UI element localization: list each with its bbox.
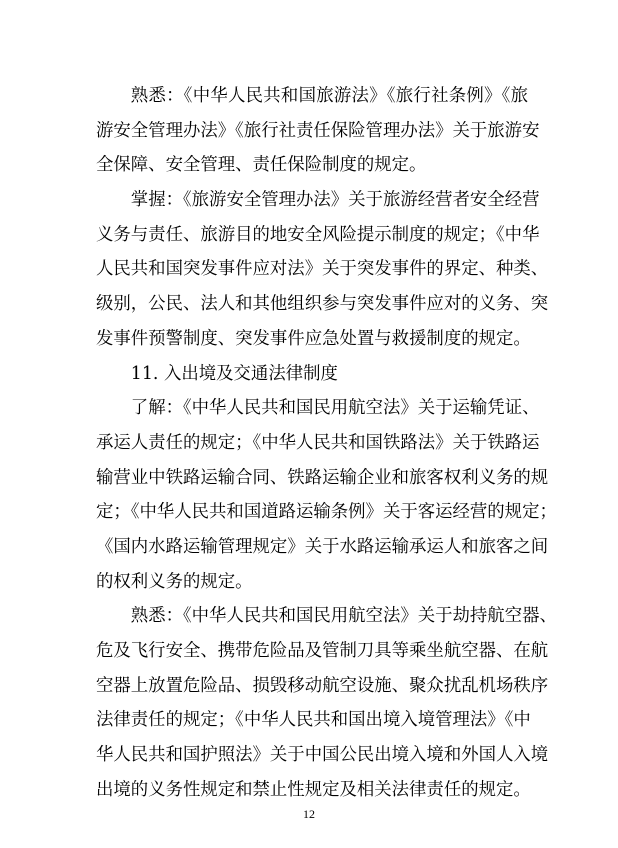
text-line: 了解：《中华人民共和国民用航空法》关于运输凭证、: [130, 398, 540, 419]
page-number: 12: [303, 807, 315, 821]
paragraph-understand-transport-law: [96, 391, 557, 599]
text-line: 输营业中铁路运输合同、铁路运输企业和旅客权利义务的规: [96, 467, 549, 488]
text-line: 游安全管理办法》《旅行社责任保险管理办法》关于旅游安: [96, 120, 540, 141]
paragraph-master-emergency-response: [96, 183, 549, 356]
text-line: 定；《中华人民共和国道路运输条例》关于客运经营的规定；: [96, 502, 557, 523]
text-line: 华人民共和国护照法》关于中国公民出境入境和外国人入境: [96, 745, 549, 766]
text-line: 法律责任的规定；《中华人民共和国出境入境管理法》《中: [96, 710, 531, 731]
document-body: [96, 79, 557, 807]
text-line: 承运人责任的规定；《中华人民共和国铁路法》关于铁路运: [96, 432, 540, 453]
text-line: 熟悉：《中华人民共和国旅游法》《旅行社条例》《旅: [130, 86, 528, 106]
paragraph-familiar-aviation-entry-exit: [96, 599, 557, 807]
text-line: 空器上放置危险品、损毁移动航空设施、聚众扰乱机场秩序: [96, 675, 549, 696]
text-line: 危及飞行安全、携带危险品及管制刀具等乘坐航空器、在航: [96, 641, 549, 661]
paragraph-familiar-tourism-safety: [96, 79, 540, 183]
text-line: 全保障、安全管理、责任保险制度的规定。: [96, 155, 427, 176]
text-line: 发事件预警制度、突发事件应急处置与救援制度的规定。: [96, 328, 531, 349]
text-line: 人民共和国突发事件应对法》关于突发事件的界定、种类、: [96, 259, 549, 280]
text-line: 级别，公民、法人和其他组织参与突发事件应对的义务、突: [96, 294, 549, 315]
text-line: 掌握：《旅游安全管理办法》关于旅游经营者安全经营: [130, 190, 540, 211]
text-line: 熟悉：《中华人民共和国民用航空法》关于劫持航空器、: [130, 606, 557, 627]
section-title: 11. 入出境及交通法律制度: [130, 363, 338, 384]
section-heading: [96, 357, 528, 392]
text-line: 出境的义务性规定和禁止性规定及相关法律责任的规定。: [96, 779, 531, 800]
text-line: 《国内水路运输管理规定》关于水路运输承运人和旅客之间: [96, 536, 549, 557]
text-line: 的权利义务的规定。: [96, 571, 253, 592]
text-line: 义务与责任、旅游目的地安全风险提示制度的规定；《中华: [96, 224, 540, 245]
